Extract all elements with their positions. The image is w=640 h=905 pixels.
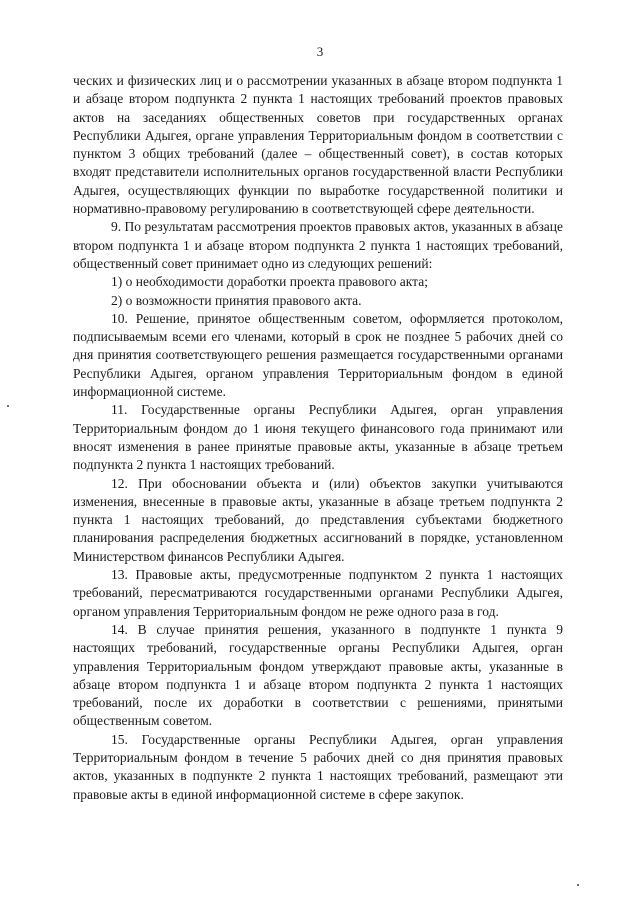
page-number: 3 (316, 44, 324, 59)
paragraph-9-option-1: 1) о необходимости доработки проекта правового акта; (111, 274, 428, 290)
scan-speck (7, 405, 9, 407)
paragraph-10: 10. Решение, принятое общественным советом, оформляется протоколом, подписываемым всеми его членами, который в срок не позднее 5 рабочих дней со дня принятия соответствующего решения размещается государственными органами Республики Адыгея, органом управления Территориальным фондом в единой информационной системе. (73, 310, 563, 400)
paragraph-12: 12. При обосновании объекта и (или) объектов закупки учитываются изменения, внесенные в правовые акты, указанные в абзаце третьем подпункта 2 пункта 1 настоящих требований, до представления субъектами бюджетного планирования распределения бюджетных ассигнований в порядке, установленном Министерством финансов Республики Адыгея. (73, 475, 563, 564)
paragraph-15: 15. Государственные органы Республики Адыгея, орган управления Территориальным фондом в течение 5 рабочих дней со дня принятия правовых актов, указанных в подпункте 2 пункта 1 настоящих требований, размещают эти правовые акты в единой информационной системе в сфере закупок. (73, 731, 563, 802)
paragraph-13: 13. Правовые акты, предусмотренные подпунктом 2 пункта 1 настоящих требований, пересматриваются государственными органами Республики Адыгея, органом управления Территориальным фондом не реже одного раза в год. (73, 567, 563, 619)
paragraph-continuation: ческих и физических лиц и о рассмотрении указанных в абзаце втором подпункта 1 и абзаце втором подпункта 2 пункта 1 настоящих требований проектов правовых актов на заседаниях общественных советов при государственных органах Республики Адыгея, органе управления Территориальным фондом в соответствии с пунктом 3 общих требований (далее – общественный совет), в состав которых входят представители исполнительных органов государственной власти Республики Адыгея, осуществляющих функции по выработке государственной политики и нормативно-правовому регулированию в соответствующей сфере деятельности. (73, 73, 563, 217)
document-body (73, 72, 563, 804)
paragraph-14: 14. В случае принятия решения, указанного в подпункте 1 пункта 9 настоящих требований, государственные органы Республики Адыгея, орган управления Территориальным фондом утверждают правовые акты, указанные в абзаце втором подпункта 1 и абзаце втором подпункта 2 пункта 1 настоящих требований, после их доработки в соответствии с решениями, принятыми общественным советом. (73, 621, 563, 729)
paragraph-11: 11. Государственные органы Республики Адыгея, орган управления Территориальным фондом до 1 июня текущего финансового года принимают или вносят изменения в ранее принятые правовые акты, указанные в абзаце третьем подпункта 2 пункта 1 настоящих требований. (73, 402, 563, 473)
scan-speck (577, 884, 579, 886)
paragraph-9-option-2: 2) о возможности принятия правового акта. (111, 292, 362, 308)
paragraph-9: 9. По результатам рассмотрения проектов правовых актов, указанных в абзаце втором подпункта 1 и абзаце втором подпункта 2 пункта 1 настоящих требований, общественный совет принимает одно из следующих решений: (73, 219, 563, 271)
